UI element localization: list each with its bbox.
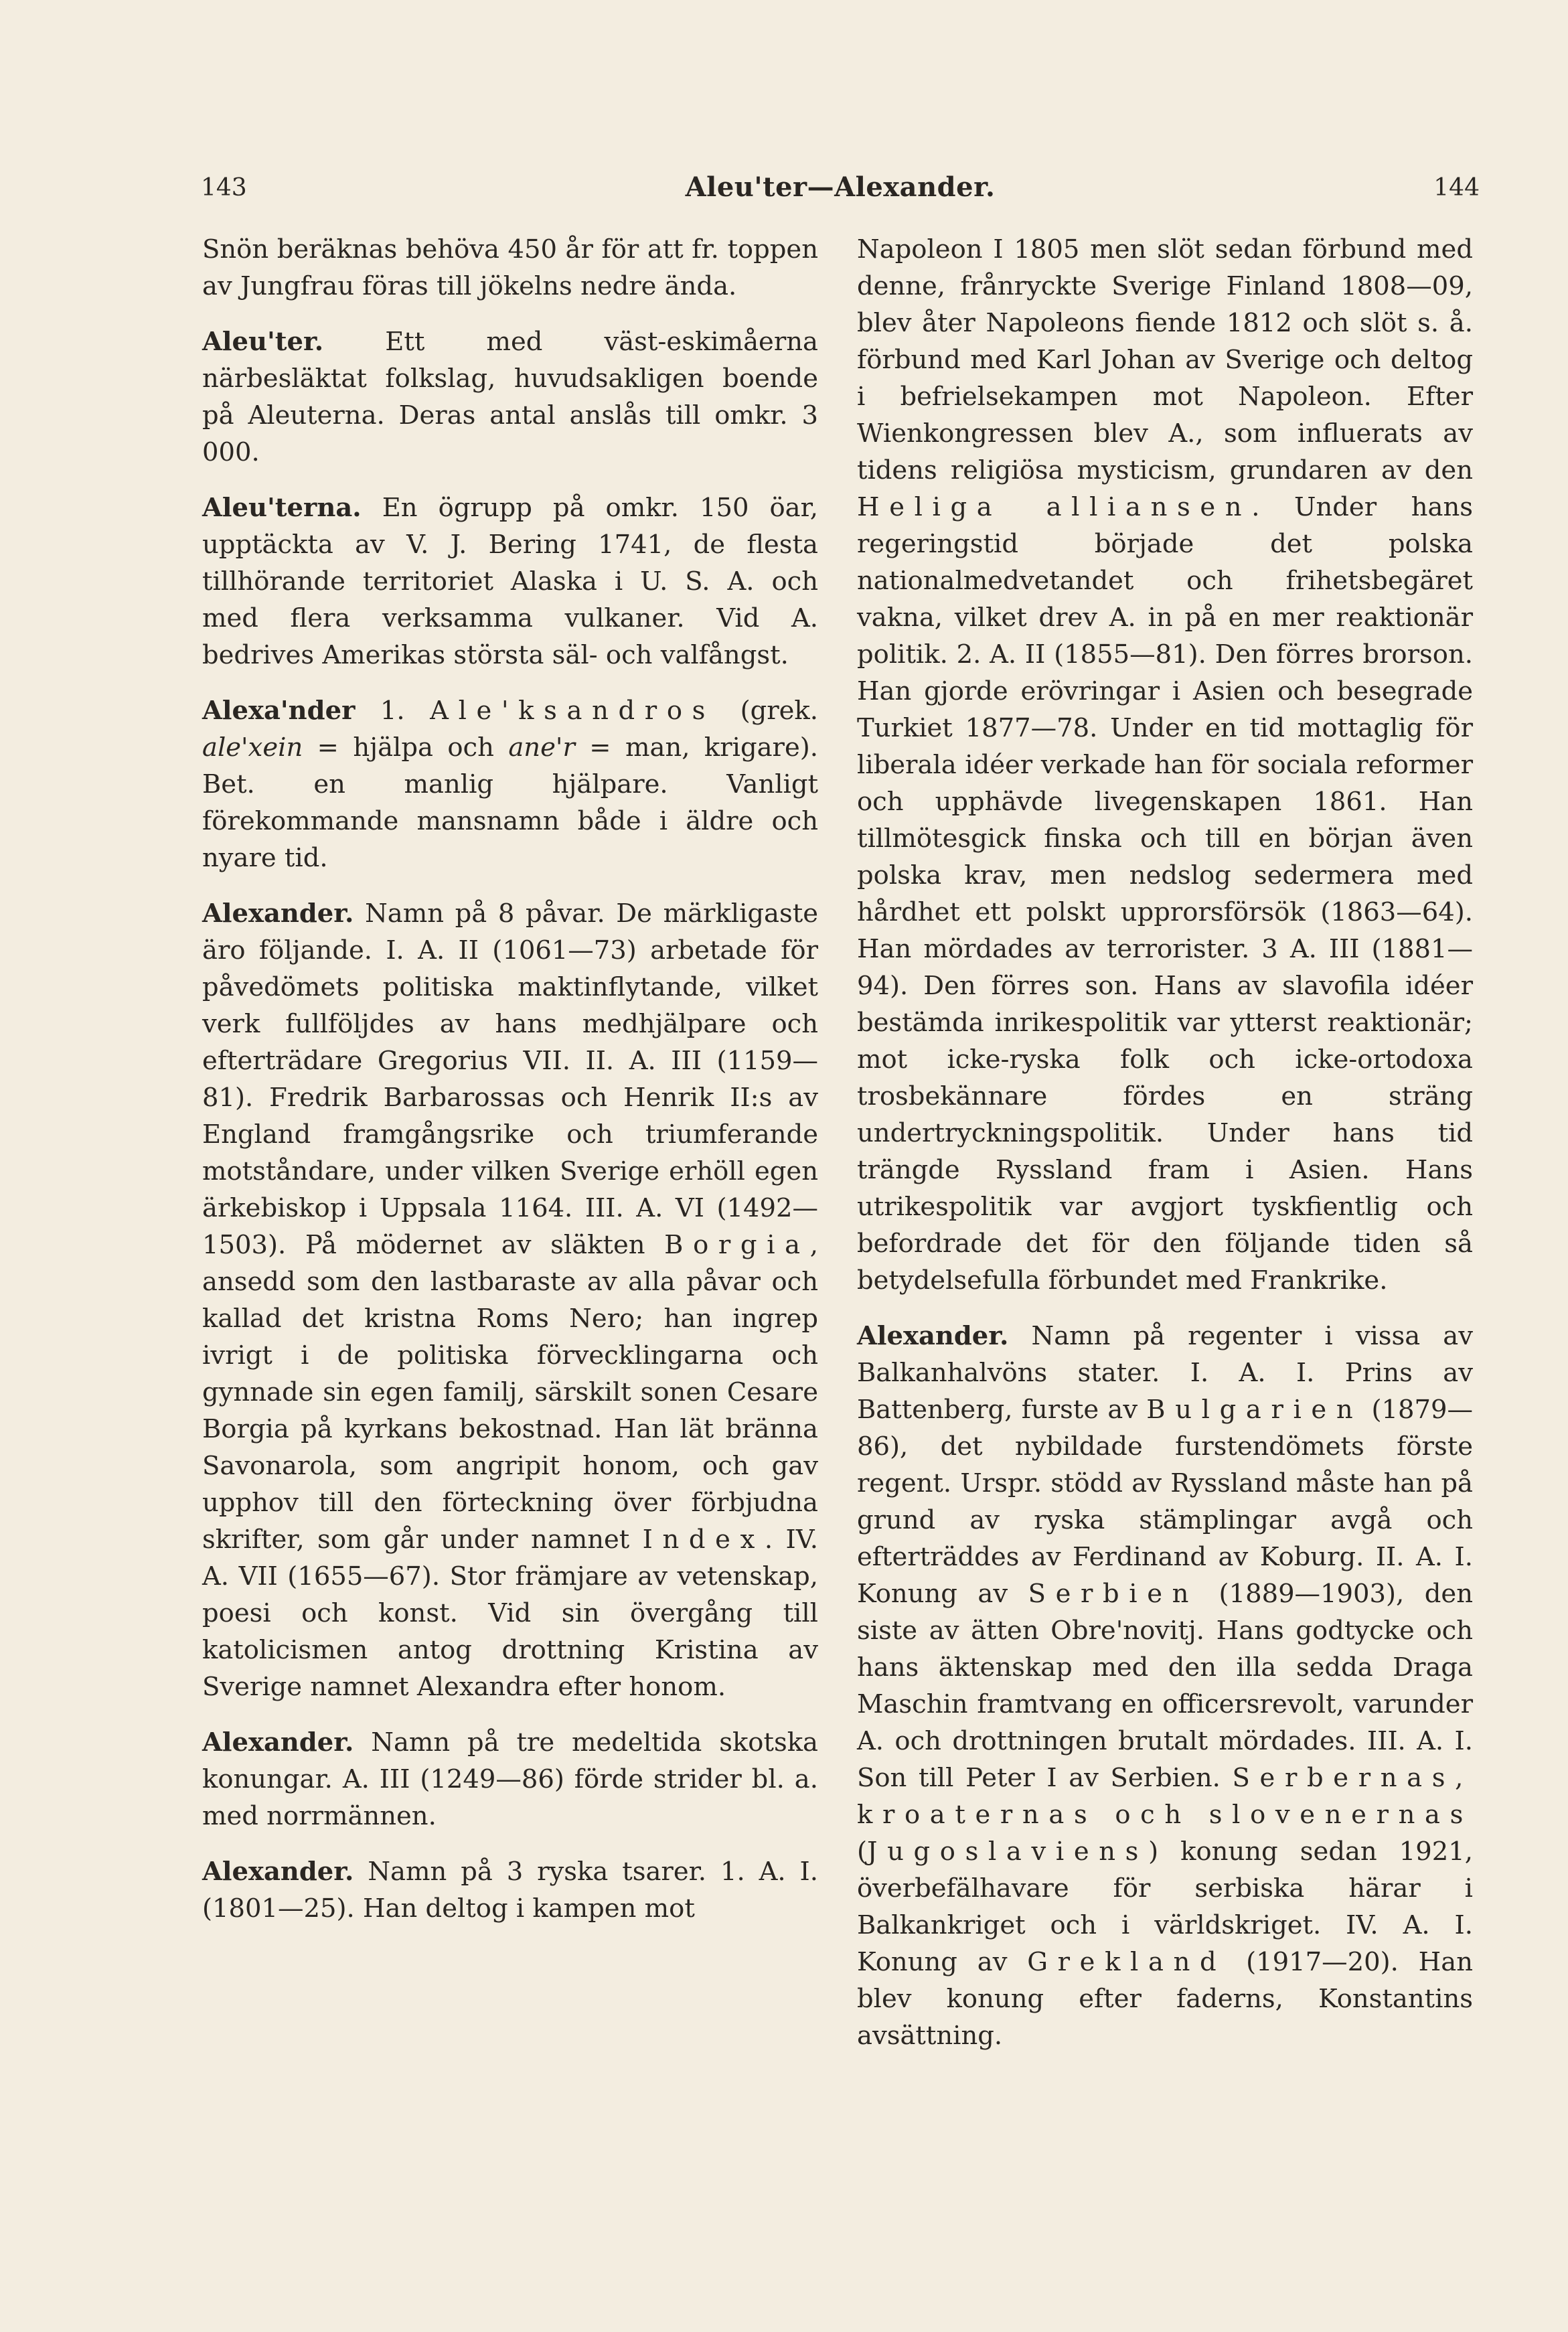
- headword: Alexa'nder: [202, 696, 356, 726]
- headword: Alexander.: [202, 1727, 354, 1758]
- left-column: [202, 231, 818, 1946]
- headword: Aleu'terna.: [202, 493, 362, 523]
- page-number-right: 144: [1433, 174, 1480, 202]
- entry-alexander-name: Alexa'nder 1. Ale'ksandros (grek. ale'xein = hjälpa och ane'r = man, krigare). Bet. en manlig hjälpare. Vanligt förekommande mansnamn både i äldre och nyare tid.: [202, 696, 818, 873]
- entry-alexander-popes: Alexander. Namn på 8 påvar. De märkligaste äro följande. I. A. II (1061—73) arbetade för påvedömets politiska maktinflytande, vilket verk fullföljdes av hans medhjälpare och efterträdare Gregorius VII. II. A. III (1159—81). Fredrik Barbarossas och Henrik II:s av England framgångsrike och triumferande motståndare, under vilken Sverige erhöll egen ärkebiskop i Uppsala 1164. III. A. VI (1492—1503). På mödernet av släkten Borgia, ansedd som den lastbaraste av alla påvar och kallad det kristna Roms Nero; han ingrep ivrigt i de politiska förvecklingarna och gynnade sin egen familj, särskilt sonen Cesare Borgia på kyrkans bekostnad. Han lät bränna Savonarola, som angripit honom, och gav upphov till den förteckning över förbjudna skrifter, som går under namnet Index. IV. A. VII (1655—67). Stor främjare av vetenskap, poesi och konst. Vid sin övergång till katolicismen antog drottning Kristina av Sverige namnet Alexandra efter honom.: [202, 899, 819, 1702]
- headword: Alexander.: [202, 1857, 354, 1887]
- page-header: [201, 167, 1480, 214]
- page-number-left: 143: [201, 174, 247, 202]
- entry-aleuter: Aleu'ter. Ett med väst-eskimåerna närbesläktat folkslag, huvudsakligen boende på Aleuterna. Deras antal anslås till omkr. 3 000.: [202, 327, 818, 467]
- entry-tsars-continuation: Napoleon I 1805 men slöt sedan förbund med denne, frånryckte Sverige Finland 1808—09, blev åter Napoleons fiende 1812 och slöt s. å. förbund med Karl Johan av Sverige och deltog i befrielsekampen mot Napoleon. Efter Wienkongressen blev A., som influerats av tidens religiösa mysticism, grundaren av den Heliga alliansen. Under hans regeringstid började det polska nationalmedvetandet och frihetsbegäret vakna, vilket drev A. in på en mer reaktionär politik. 2. A. II (1855—81). Den förres brorson. Han gjorde erövringar i Asien och besegrade Turkiet 1877—78. Under en tid mottaglig för liberala idéer verkade han för sociala reformer och upphävde livegenskapen 1861. Han tillmötesgick finska och till en början även polska krav, men nedslog sedermera med hårdhet ett polskt upprorsförsök (1863—64). Han mördades av terrorister. 3 A. III (1881—94). Den förres son. Hans av slavofila idéer bestämda inrikespolitik var ytterst reaktionär; mot icke-ryska folk och icke-ortodoxa trosbekännare fördes en sträng undertryckningspolitik. Under hans tid trängde Ryssland fram i Asien. Hans utrikespolitik var avgjort tyskfientlig och befordrade det för den följande tiden så betydelsefulla förbundet med Frankrike.: [857, 234, 1474, 1296]
- entry-alexander-tsars: Alexander. Namn på 3 ryska tsarer. 1. A. I. (1801—25). Han deltog i kampen mot: [202, 1857, 818, 1924]
- entry-alexander-balkan-rulers: Alexander. Namn på regenter i vissa av Balkanhalvöns stater. I. A. I. Prins av Battenberg, furste av Bulgarien (1879—86), det nybildade furstendömets förste regent. Urspr. stödd av Ryssland måste han på grund av ryska stämplingar avgå och efterträddes av Ferdinand av Koburg. II. A. I. Konung av Serbien (1889—1903), den siste av ätten Obre'novitj. Hans godtycke och hans äktenskap med den illa sedda Draga Maschin framtvang en officersrevolt, varunder A. och drottningen brutalt mördades. III. A. I. Son till Peter I av Serbien. Serbernas, kroaternas och slovenernas (Jugoslaviens) konung sedan 1921, överbefälhavare för serbiska härar i Balkankriget och i världskriget. IV. A. I. Konung av Grekland (1917—20). Han blev konung efter faderns, Konstantins avsättning.: [857, 1321, 1473, 2051]
- headword: Aleu'ter.: [202, 327, 324, 357]
- entry-aleuterna: Aleu'terna. En ögrupp på omkr. 150 öar, upptäckta av V. J. Bering 1741, de flesta tillhörande territoriet Alaska i U. S. A. och med flera verksamma vulkaner. Vid A. bedrives Amerikas största säl- och valfångst.: [202, 493, 818, 670]
- headword: Alexander.: [857, 1321, 1009, 1351]
- headword: Alexander.: [202, 899, 354, 929]
- right-column: [857, 231, 1473, 2073]
- entry-continuation: Snön beräknas behöva 450 år för att fr. toppen av Jungfrau föras till jökelns nedre ända.: [202, 234, 818, 301]
- running-title: Aleu'ter—Alexander.: [685, 171, 996, 203]
- entry-alexander-scottish-kings: Alexander. Namn på tre medeltida skotska konungar. A. III (1249—86) förde strider bl. a. med norrmännen.: [202, 1727, 818, 1831]
